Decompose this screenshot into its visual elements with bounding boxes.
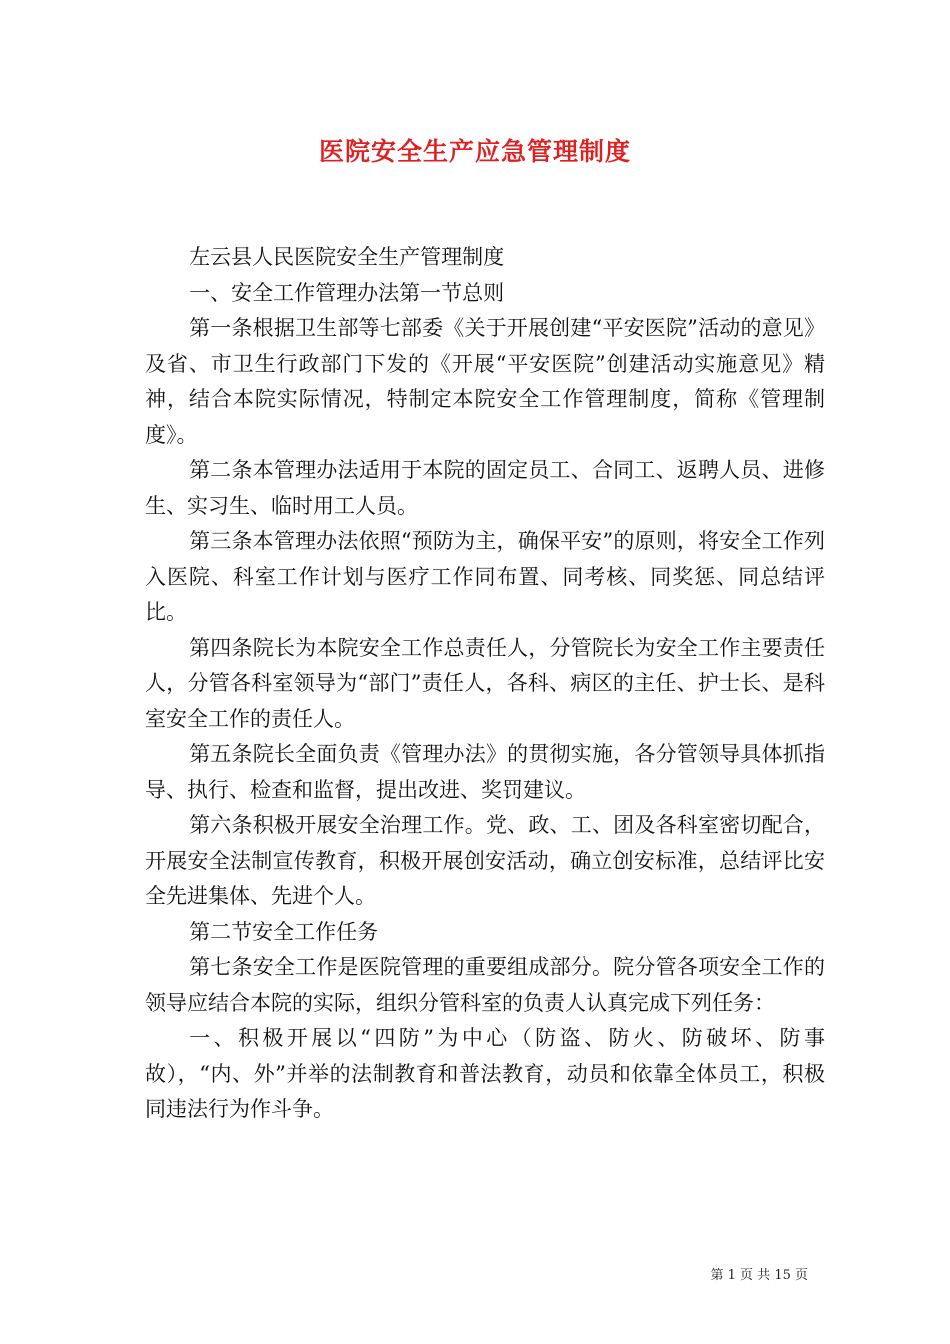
paragraph-section-2-title: 第二节安全工作任务 xyxy=(189,919,379,944)
paragraph-article-7: 第七条安全工作是医院管理的重要组成部分。院分管各项安全工作的领导应结合本院的实际，组织分管科室的负责人认真完成下列任务： xyxy=(145,955,825,1015)
paragraph-article-4: 第四条院长为本院安全工作总责任人，分管院长为安全工作主要责任人，分管各科室领导为“部门”责任人，各科、病区的主任、护士长、是科室安全工作的责任人。 xyxy=(145,635,825,731)
paragraph-heading: 左云县人民医院安全生产管理制度 xyxy=(189,245,505,269)
document-title: 医院安全生产应急管理制度 xyxy=(318,137,631,166)
paragraph-article-6: 第六条积极开展安全治理工作。党、政、工、团及各科室密切配合，开展安全法制宣传教育，积极开展创安活动，确立创安标准，总结评比安全先进集体、先进个人。 xyxy=(145,813,825,908)
paragraph-section-title: 一、安全工作管理办法第一节总则 xyxy=(189,280,505,305)
document-body xyxy=(145,240,825,1128)
paragraph-article-3: 第三条本管理办法依照“预防为主，确保平安”的原则，将安全工作列入医院、科室工作计划与医疗工作同布置、同考核、同奖惩、同总结评比。 xyxy=(145,529,825,624)
paragraph-task-1: 一、积极开展以“四防”为中心（防盗、防火、防破坏、防事故），“内、外”并举的法制教育和普法教育，动员和依靠全体员工，积极同违法行为作斗争。 xyxy=(145,1026,825,1121)
page-number: 第 1 页 共 15 页 xyxy=(710,1268,808,1283)
paragraph-article-2: 第二条本管理办法适用于本院的固定员工、合同工、返聘人员、进修生、实习生、临时用工人员。 xyxy=(145,458,825,518)
paragraph-article-5: 第五条院长全面负责《管理办法》的贯彻实施，各分管领导具体抓指导、执行、检查和监督，提出改进、奖罚建议。 xyxy=(145,742,825,802)
paragraph-article-1: 第一条根据卫生部等七部委《关于开展创建“平安医院”活动的意见》及省、市卫生行政部门下发的《开展“平安医院”创建活动实施意见》精神，结合本院实际情况，特制定本院安全工作管理制度，简称《管理制度》。 xyxy=(145,316,825,447)
